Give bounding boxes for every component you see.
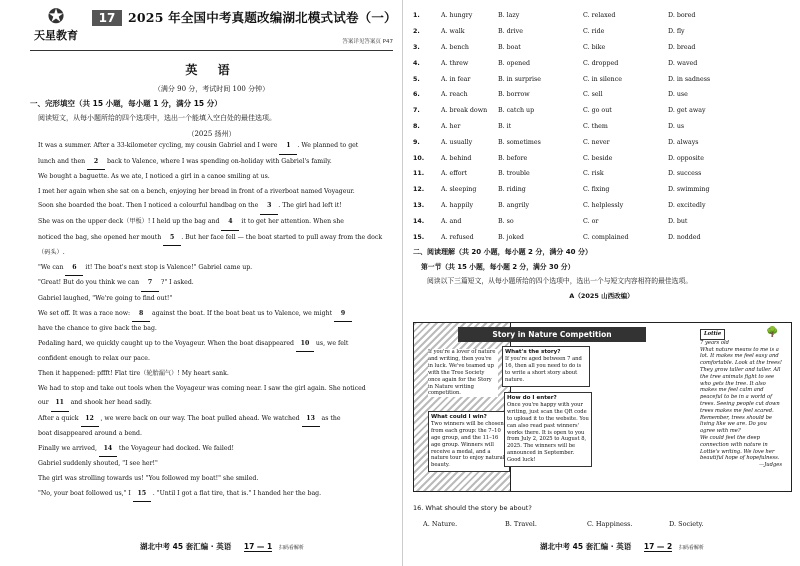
section1-title: 一、完形填空（共 15 小题，每小题 1 分，满分 15 分） <box>30 99 222 108</box>
exam-header <box>30 4 397 51</box>
q16-option-d: D. Society. <box>669 520 704 528</box>
story-text: Pedaling hard, we quickly caught up to the Voyageur. When the boat disappeared <box>38 339 296 347</box>
question-number: 14. <box>413 217 425 225</box>
option-row <box>413 24 790 40</box>
passage-a-source: A（2025 山西改编） <box>569 291 634 300</box>
story-text: "We can <box>38 263 66 271</box>
option-row <box>413 103 790 119</box>
poster-intro: If you're a lover of nature and writing, then you're in luck. We've teamed up with the Tree Society once again for the Story in Nature writing competition. <box>428 349 498 397</box>
option-row <box>413 134 790 150</box>
question-number: 7. <box>413 107 420 115</box>
part1-title: 第一节（共 15 小题，每小题 2 分，满分 30 分） <box>421 262 575 271</box>
option-a: A. sleeping <box>441 186 477 194</box>
story-text: and shook her head sadly. <box>68 399 152 407</box>
win-box <box>428 411 510 472</box>
option-d: D. excitedly <box>668 201 706 209</box>
story-line <box>30 412 393 428</box>
option-d: D. waved <box>668 59 698 67</box>
option-d: D. but <box>668 217 688 225</box>
cloze-blank: 6 <box>65 261 83 277</box>
option-b: B. catch up <box>498 107 535 115</box>
option-c: C. fixing <box>583 186 610 194</box>
option-a: A. behind <box>441 154 472 162</box>
cloze-blank: 1 <box>279 139 297 155</box>
option-a: A. hungry <box>441 12 473 20</box>
option-c: C. or <box>583 217 599 225</box>
option-b: B. so <box>498 217 514 225</box>
story-line <box>30 155 393 171</box>
option-b: B. angrily <box>498 201 530 209</box>
option-d: D. us <box>668 122 685 130</box>
option-c: C. never <box>583 138 610 146</box>
story-line <box>30 382 393 397</box>
story-text: . The girl had left it! <box>278 202 342 210</box>
option-d: D. swimming <box>668 186 710 194</box>
story-text: boat disappeared around a bend. <box>38 430 142 438</box>
option-c: C. ride <box>583 28 605 36</box>
story-line <box>30 139 393 155</box>
option-row <box>413 71 790 87</box>
story-text: have the chance to give back the bag. <box>38 325 157 333</box>
left-footer <box>140 541 304 557</box>
story-line <box>30 215 393 231</box>
story-text: The girl was strolling towards us! "You followed my boat!" she smiled. <box>38 475 259 483</box>
enter-heading: How do I enter? <box>507 395 557 401</box>
story-text: Soon she boarded the boat. Then I noticed a colourful handbag on the <box>38 202 261 210</box>
option-a: A. refused <box>441 233 474 241</box>
story-box <box>502 346 590 387</box>
option-c: C. sell <box>583 91 603 99</box>
option-row <box>413 150 790 166</box>
option-b: B. before <box>498 154 528 162</box>
story-text: , we were back on our way. The boat pulled ahead. We watched <box>98 414 302 422</box>
story-line <box>30 185 393 200</box>
paper-number-badge: 17 <box>92 10 122 26</box>
question-number: 3. <box>413 43 420 51</box>
story-text: noticed the bag, she opened her mouth <box>38 233 164 241</box>
subject-title: 英 语 <box>185 63 238 77</box>
right-page-number: 17 — 2 <box>643 542 673 551</box>
option-a: A. reach <box>441 91 468 99</box>
judges-comment: We could feel the deep connection with nature in Lottie's writing. We love her beautiful hope of hopefulness. <box>700 434 780 462</box>
option-d: D. opposite <box>668 154 704 162</box>
cloze-blank: 14 <box>99 442 117 458</box>
story-text: "No, your boat followed us," I <box>38 489 133 497</box>
story-text: it to get her attention. When she <box>239 217 344 225</box>
star-mascot-icon: ✪ <box>47 4 65 28</box>
option-d: D. get away <box>668 107 706 115</box>
story-text: If you're aged between 7 and 16, then all you need to do is to write a short story about nature. <box>505 355 582 383</box>
option-d: D. success <box>668 170 702 178</box>
story-line <box>30 457 393 472</box>
cloze-blank: 7 <box>141 276 159 292</box>
option-row <box>413 8 790 24</box>
left-page-number: 17 — 1 <box>243 542 273 551</box>
q16-option-a: A. Nature. <box>423 520 458 528</box>
cloze-blank: 10 <box>296 337 314 353</box>
option-d: D. bored <box>668 12 696 20</box>
story-text: "Great! But do you think we can <box>38 279 142 287</box>
option-row <box>413 119 790 135</box>
right-footer-tag: 扫码看解析 <box>678 545 704 551</box>
question-number: 13. <box>413 201 425 209</box>
story-line <box>30 396 393 412</box>
option-c: C. bike <box>583 43 606 51</box>
story-line <box>30 487 393 503</box>
story-line <box>30 199 393 215</box>
option-b: B. riding <box>498 186 526 194</box>
story-line <box>30 231 393 247</box>
option-b: B. drive <box>498 28 523 36</box>
story-line <box>30 261 393 277</box>
part1-instruction-row <box>413 275 790 285</box>
option-c: C. go out <box>583 107 612 115</box>
lottie-text: What nature means to me is a lot. It makes me feel easy and comfortable. Look at the trees! They grow taller and taller. All the tree animals fight to see who gets the tree. It also makes me feel calm and peaceful to be in a world of trees. Seeing people cut down trees makes me feel scared. Remember, trees should be living like we are. Do you agree with me? <box>700 346 782 435</box>
option-c: C. beside <box>583 154 613 162</box>
brand-logo <box>30 6 82 43</box>
option-c: C. dropped <box>583 59 619 67</box>
story-text: against the boat. If the boat beat us to Valence, we might <box>150 309 335 317</box>
option-d: D. use <box>668 91 688 99</box>
option-b: B. trouble <box>498 170 530 178</box>
option-c: C. risk <box>583 170 604 178</box>
story-line <box>30 367 393 382</box>
story-line <box>30 276 393 292</box>
story-text: Gabriel suddenly shouted, "I see her!" <box>38 460 158 468</box>
enter-box <box>504 392 592 467</box>
right-footer <box>540 541 704 557</box>
story-line <box>30 472 393 487</box>
section1-instruction: 阅读短文，从每小题所给的四个选项中，选出一个能填入空白处的最佳选项。 <box>38 114 276 122</box>
option-b: B. lazy <box>498 12 520 20</box>
cloze-blank: 2 <box>87 155 105 171</box>
story-text: （码头）. <box>38 249 65 257</box>
cloze-options <box>413 8 790 245</box>
story-text: back to Valence, where I was spending on-holiday with Gabriel's family. <box>105 157 332 165</box>
question-16: 16. What should the story be about? <box>413 504 532 512</box>
option-a: A. effort <box>441 170 468 178</box>
passage-source: （2025 扬州） <box>187 130 236 138</box>
story-text: She was on the upper deck（甲板）! I held up the bag and <box>38 217 222 225</box>
story-line <box>30 307 393 323</box>
question-number: 4. <box>413 59 420 67</box>
cloze-blank: 11 <box>51 396 69 412</box>
option-c: C. helplessly <box>583 201 624 209</box>
left-footer-tag: 扫码看解析 <box>278 545 304 551</box>
question-number: 10. <box>413 154 425 162</box>
option-d: D. always <box>668 138 699 146</box>
story-text: Then it happened: pffft! Flat tire（轮胎漏气）! My heart sank. <box>38 369 229 377</box>
section2-title: 二、阅读理解（共 20 小题，每小题 2 分，满分 40 分） <box>413 247 592 256</box>
option-row <box>413 182 790 198</box>
story-text: . "Until I got a flat tire, that is." I handed her the bag. <box>150 489 322 497</box>
poster-title: Story in Nature Competition <box>458 327 646 342</box>
option-c: C. them <box>583 122 608 130</box>
cloze-blank: 12 <box>81 412 99 428</box>
tree-icon: 🌳 <box>766 327 779 338</box>
option-a: A. bench <box>441 43 469 51</box>
story-text: us, we felt <box>313 339 349 347</box>
option-b: B. in surprise <box>498 75 542 83</box>
story-text: ?" I asked. <box>159 279 194 287</box>
story-line <box>30 442 393 458</box>
question-number: 15. <box>413 233 425 241</box>
option-row <box>413 213 790 229</box>
cloze-blank: 15 <box>133 487 151 503</box>
cloze-blank: 3 <box>260 199 278 215</box>
story-text: the Voyageur had docked. We failed! <box>116 444 234 452</box>
win-heading: What could I win? <box>431 414 487 420</box>
option-a: A. in fear <box>441 75 471 83</box>
option-a: A. usually <box>441 138 473 146</box>
story-line <box>30 246 393 261</box>
brand-name: 天星教育 <box>34 29 78 42</box>
story-text: After a quick <box>38 414 81 422</box>
answer-page-note: 答案详见答案页 P47 <box>342 39 393 45</box>
option-a: A. happily <box>441 201 474 209</box>
story-line <box>30 292 393 307</box>
option-d: D. fly <box>668 28 685 36</box>
score-time-line: （满分 90 分，考试时间 100 分钟） <box>153 85 270 93</box>
lottie-quote <box>700 329 782 469</box>
story-text: lunch and then <box>38 157 88 165</box>
option-d: D. nodded <box>668 233 701 241</box>
enter-text: Once you're happy with your writing, just scan the QR code to upload it to the website. You can also read past winners' works there. It is open to you from July 2, 2025 to August 8, 2025. The winners will be announced in September. Good luck! <box>507 401 589 464</box>
question-number: 6. <box>413 91 420 99</box>
story-text: . But her face fell — the boat started to pull away from the dock <box>181 233 383 241</box>
story-line <box>30 427 393 442</box>
question-number: 8. <box>413 122 420 130</box>
left-footer-label: 湖北中考 45 套汇编 · 英语 <box>140 542 232 551</box>
story-text: confident enough to relax our pace. <box>38 355 150 363</box>
question-number: 12. <box>413 186 425 194</box>
q16-option-b: B. Travel. <box>505 520 537 528</box>
right-footer-label: 湖北中考 45 套汇编 · 英语 <box>540 542 632 551</box>
story-line <box>30 170 393 185</box>
story-line <box>30 337 393 353</box>
competition-poster <box>413 322 792 492</box>
option-c: C. complained <box>583 233 629 241</box>
cloze-blank: 8 <box>132 307 150 323</box>
question-number: 9. <box>413 138 420 146</box>
section2-part1 <box>413 261 790 271</box>
story-text: We set off. It was a race now: <box>38 309 133 317</box>
option-b: B. sometimes <box>498 138 541 146</box>
option-a: A. threw <box>441 59 469 67</box>
story-text: I met her again when she sat on a bench, enjoying her bread in front of a riverboat named Voyageur. <box>38 187 355 195</box>
cloze-blank: 5 <box>163 231 181 247</box>
judges-signature: —Judges <box>759 462 782 469</box>
win-text: Two winners will be chosen from each group: the 7–10 age group, and the 11–16 age group. Winners will receive a medal, and a nature tour to enjoy natural beauty. <box>431 420 505 469</box>
option-d: D. bread <box>668 43 696 51</box>
cloze-blank: 4 <box>221 215 239 231</box>
cloze-blank: 13 <box>302 412 320 428</box>
option-b: B. boat <box>498 43 521 51</box>
story-line <box>30 322 393 337</box>
story-line <box>30 352 393 367</box>
part1-instruction: 阅读以下三篇短文，从每小题所给的四个选项中，选出一个与短文内容相符的最佳选项。 <box>427 276 693 285</box>
question-number: 1. <box>413 12 420 20</box>
question-16-options <box>423 520 751 528</box>
option-row <box>413 198 790 214</box>
question-number: 2. <box>413 28 420 36</box>
option-a: A. and <box>441 217 462 225</box>
story-text: We had to stop and take out tools when the Voyageur was coming near. I saw the girl again. She noticed <box>38 384 366 392</box>
story-text: We bought a baguette. As we ate, I noticed a girl in a canoe smiling at us. <box>38 173 270 181</box>
story-text: our <box>38 399 51 407</box>
story-text: it! The boat's next stop is Valence!" Gabriel came up. <box>83 263 253 271</box>
option-b: B. joked <box>498 233 524 241</box>
story-text: Gabriel laughed, "We're going to find out!" <box>38 294 173 302</box>
option-row <box>413 87 790 103</box>
option-a: A. her <box>441 122 461 130</box>
cloze-passage <box>30 139 393 502</box>
cloze-blank: 9 <box>334 307 352 323</box>
story-text: It was a summer. After a 33-kilometer cycling, my cousin Gabriel and I were <box>38 142 280 149</box>
question-number: 11. <box>413 170 425 178</box>
option-c: C. relaxed <box>583 12 616 20</box>
lottie-name: Lottie <box>700 329 725 340</box>
lottie-age: 7 years old <box>700 339 729 346</box>
option-d: D. in sadness <box>668 75 711 83</box>
story-text: as the <box>319 414 341 422</box>
option-a: A. walk <box>441 28 465 36</box>
option-c: C. in silence <box>583 75 622 83</box>
option-b: B. opened <box>498 59 530 67</box>
option-row <box>413 166 790 182</box>
story-text: Finally we arrived, <box>38 444 99 452</box>
story-heading: What's the story? <box>505 349 561 355</box>
question-number: 5. <box>413 75 420 83</box>
q16-option-c: C. Happiness. <box>587 520 633 528</box>
option-row <box>413 40 790 56</box>
option-row <box>413 55 790 71</box>
story-text: . We planned to get <box>297 142 359 149</box>
option-row <box>413 229 790 245</box>
option-a: A. break down <box>441 107 488 115</box>
option-b: B. it <box>498 122 512 130</box>
option-b: B. borrow <box>498 91 530 99</box>
exam-title: 2025 年全国中考真题改编湖北模式试卷（一） <box>128 10 397 25</box>
